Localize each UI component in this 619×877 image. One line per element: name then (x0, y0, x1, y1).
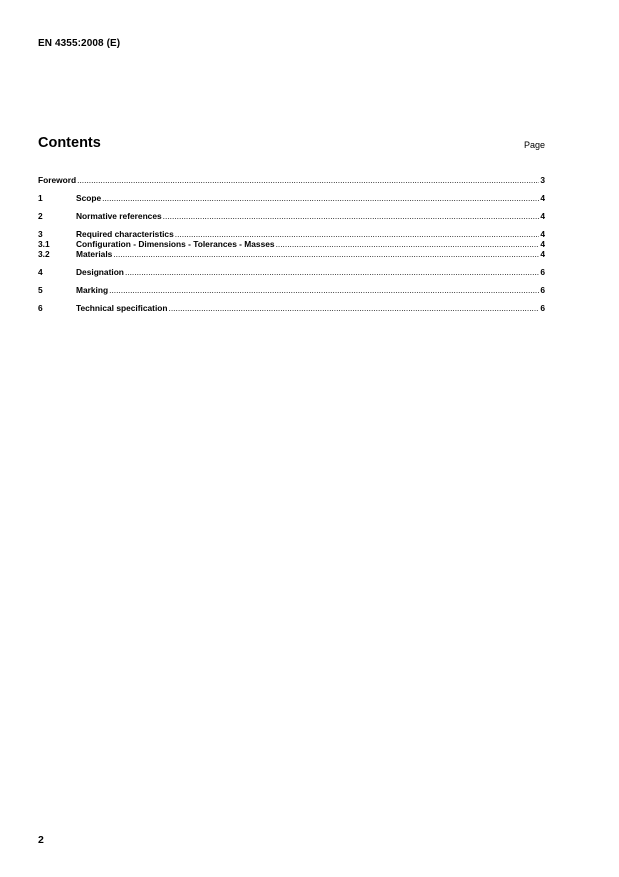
toc-entry-number: 4 (38, 267, 43, 277)
toc-entry-title: Technical specification (76, 303, 168, 313)
contents-heading: Contents (38, 135, 101, 151)
table-of-contents (38, 175, 545, 313)
toc-entry-normative-references[interactable] (38, 211, 545, 221)
toc-entry-number: 3 (38, 229, 43, 239)
toc-dot-leader (125, 267, 539, 277)
toc-entry-page: 3 (540, 175, 545, 185)
toc-entry-scope[interactable] (38, 193, 545, 203)
toc-entry-number: 6 (38, 303, 43, 313)
toc-entry-number: 1 (38, 193, 43, 203)
toc-entry-foreword[interactable] (38, 175, 545, 185)
toc-entry-number: 3.2 (38, 249, 50, 259)
toc-dot-leader (113, 249, 539, 259)
toc-entry-page: 6 (540, 267, 545, 277)
toc-entry-marking[interactable] (38, 285, 545, 295)
toc-entry-page: 4 (540, 193, 545, 203)
toc-entry-number: 3.1 (38, 239, 50, 249)
toc-entry-title: Foreword (38, 175, 77, 185)
toc-entry-designation[interactable] (38, 267, 545, 277)
toc-dot-leader (169, 303, 540, 313)
toc-entry-technical-specification[interactable] (38, 303, 545, 313)
toc-entry-page: 6 (540, 303, 545, 313)
toc-entry-page: 6 (540, 285, 545, 295)
toc-entry-title: Required characteristics (76, 229, 174, 239)
toc-dot-leader (175, 229, 540, 239)
page-number: 2 (38, 834, 44, 846)
toc-entry-title: Materials (76, 249, 113, 259)
toc-entry-title: Designation (76, 267, 124, 277)
toc-entry-page: 4 (540, 249, 545, 259)
toc-entry-page: 4 (540, 229, 545, 239)
toc-entry-title: Scope (76, 193, 102, 203)
document-header-id: EN 4355:2008 (E) (38, 38, 121, 49)
toc-entry-page: 4 (540, 211, 545, 221)
toc-entry-title: Normative references (76, 211, 162, 221)
page-column-label: Page (523, 140, 545, 150)
toc-dot-leader (276, 239, 540, 249)
toc-entry-required-characteristics[interactable] (38, 229, 545, 239)
toc-entry-materials[interactable] (38, 249, 545, 259)
toc-entry-page: 4 (540, 239, 545, 249)
toc-dot-leader (77, 175, 539, 185)
toc-dot-leader (163, 211, 540, 221)
toc-entry-configuration[interactable] (38, 239, 545, 249)
toc-entry-number: 2 (38, 211, 43, 221)
toc-entry-title: Configuration - Dimensions - Tolerances - Masses (76, 239, 275, 249)
toc-dot-leader (109, 285, 539, 295)
toc-dot-leader (102, 193, 539, 203)
toc-entry-number: 5 (38, 285, 43, 295)
toc-entry-title: Marking (76, 285, 109, 295)
